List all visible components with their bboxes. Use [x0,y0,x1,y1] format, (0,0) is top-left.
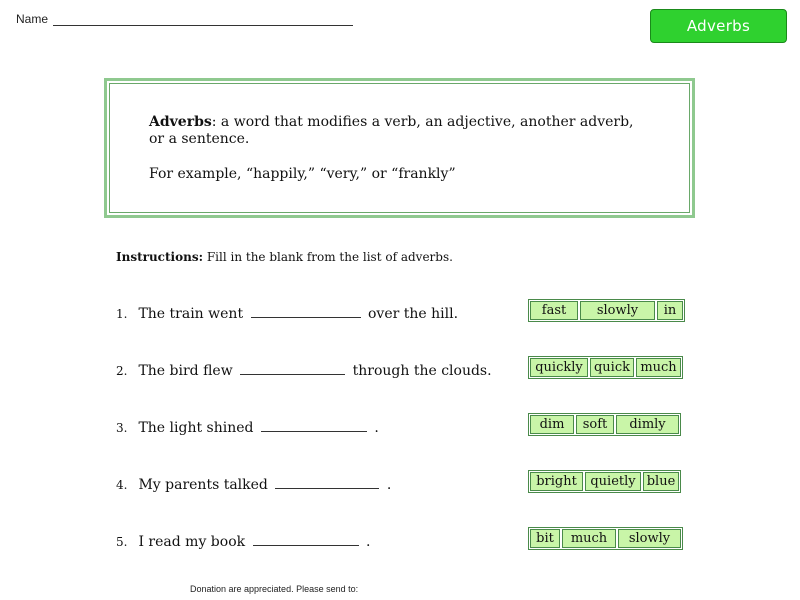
question-text-after: . [366,534,371,550]
choice-option[interactable]: slowly [618,529,681,548]
choice-option[interactable]: blue [643,472,679,491]
choice-option[interactable]: dimly [616,415,679,434]
choice-option[interactable]: much [562,529,616,548]
question-3 [116,419,379,436]
definition-example: For example, “happily,” “very,” or “frankly” [149,166,456,182]
answer-blank[interactable] [261,419,367,432]
definition-body: : a word that modifies a verb, an adjective, another adverb, or a sentence. [149,114,634,147]
choice-option[interactable]: quietly [585,472,641,491]
question-text-before: I read my book [138,534,246,550]
question-4 [116,476,391,493]
answer-blank[interactable] [253,533,359,546]
question-1 [116,305,458,322]
question-5 [116,533,370,550]
instructions-label: Instructions: [116,250,204,264]
question-text-before: The bird flew [138,363,233,379]
donation-note: Donation are appreciated. Please send to: [190,584,359,594]
answer-blank[interactable] [275,476,379,489]
question-text-after: . [374,420,379,436]
question-text-before: My parents talked [138,477,268,493]
question-number: 3. [116,421,128,435]
question-number: 1. [116,307,128,321]
definition-box [104,78,695,218]
question-text-before: The train went [138,306,244,322]
choice-option[interactable]: bit [530,529,560,548]
choices-3 [528,413,681,436]
choices-1 [528,299,685,322]
title-badge: Adverbs [650,9,787,43]
choices-2 [528,356,683,379]
instructions-text: Fill in the blank from the list of adverbs. [203,250,453,264]
choice-option[interactable]: dim [530,415,574,434]
choice-option[interactable]: bright [530,472,583,491]
question-text-after: . [386,477,392,493]
definition-text [149,114,649,148]
choice-option[interactable]: slowly [580,301,655,320]
choices-5 [528,527,683,550]
choice-option[interactable]: fast [530,301,578,320]
choice-option[interactable]: soft [576,415,614,434]
choice-option[interactable]: quickly [530,358,588,377]
name-label: Name [16,12,49,26]
name-line[interactable] [53,25,353,26]
answer-blank[interactable] [251,305,361,318]
question-text-after: over the hill. [367,306,459,322]
choices-4 [528,470,681,493]
choice-option[interactable]: quick [590,358,634,377]
question-number: 4. [116,478,128,492]
choice-option[interactable]: much [636,358,681,377]
question-text-after: through the clouds. [352,363,492,379]
question-number: 2. [116,364,128,378]
choice-option[interactable]: in [657,301,683,320]
instructions [116,250,453,264]
definition-term: Adverbs [149,114,212,130]
answer-blank[interactable] [240,362,345,375]
question-text-before: The light shined [138,420,254,436]
question-2 [116,362,492,379]
question-number: 5. [116,535,128,549]
